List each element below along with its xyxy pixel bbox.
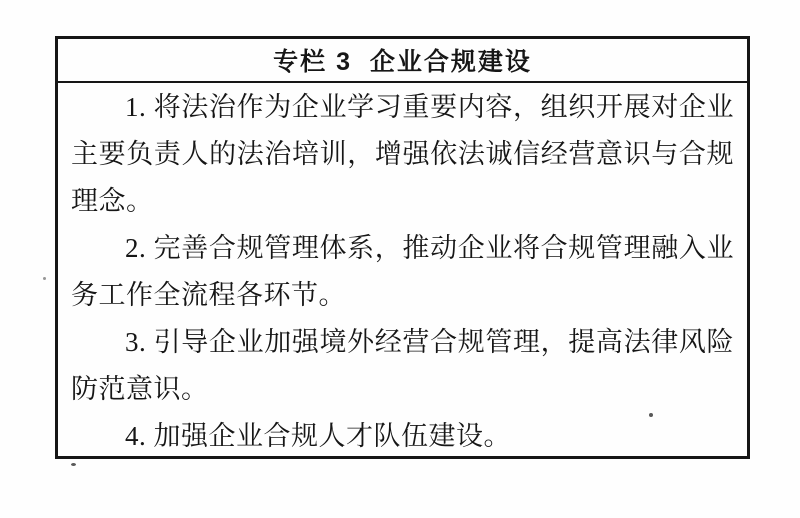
scan-speck <box>43 277 46 280</box>
list-item-2: 2. 完善合规管理体系，推动企业将合规管理融入业务工作全流程各环节。 <box>71 233 734 310</box>
list-item-1: 1. 将法治作为企业学习重要内容，组织开展对企业主要负责人的法治培训，增强依法诚信经营意识与合规理念。 <box>71 92 734 216</box>
scan-speck <box>649 413 653 417</box>
column-box <box>55 36 750 459</box>
column-box-body <box>58 83 747 460</box>
scan-speck <box>71 463 76 466</box>
list-item-4: 4. 加强企业合规人才队伍建设。 <box>125 421 511 451</box>
list-item-3: 3. 引导企业加强境外经营合规管理，提高法律风险防范意识。 <box>71 327 734 404</box>
column-box-title: 专栏 3 企业合规建设 <box>58 39 747 83</box>
